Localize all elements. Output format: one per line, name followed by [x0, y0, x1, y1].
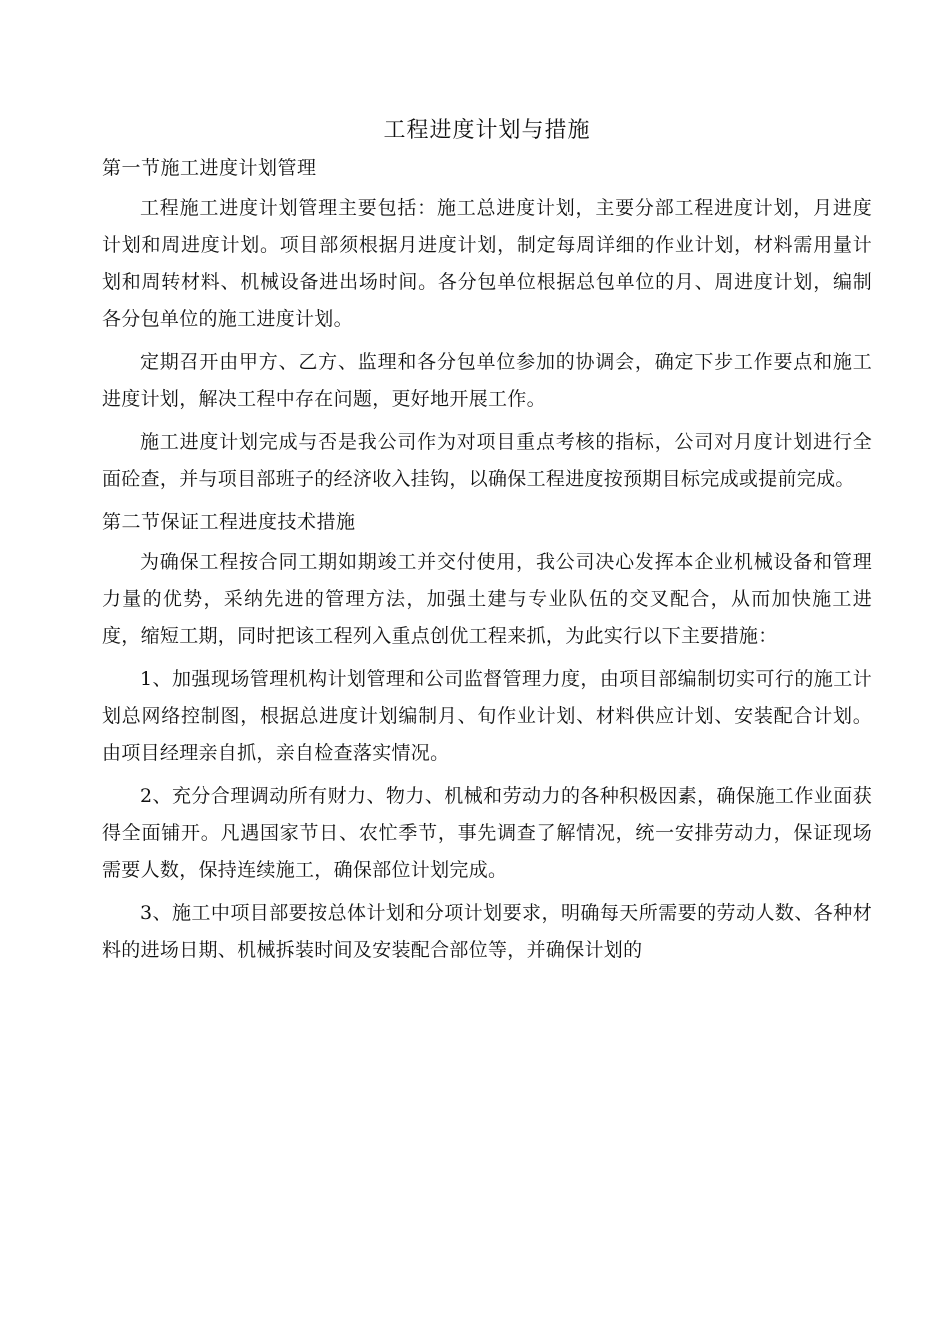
- document-body: [102, 112, 872, 975]
- paragraph: 为确保工程按合同工期如期竣工并交付使用，我公司决心发挥本企业机械设备和管理力量的优势，采纳先进的管理方法，加强土建与专业队伍的交叉配合，从而加快施工进度，缩短工期，同时把该工程列入重点创优工程来抓，为此实行以下主要措施：: [102, 551, 872, 647]
- paragraph: 定期召开由甲方、乙方、监理和各分包单位参加的协调会，确定下步工作要点和施工进度计划，解决工程中存在问题，更好地开展工作。: [102, 351, 872, 410]
- document-title: 工程进度计划与措施: [383, 118, 591, 143]
- paragraph: 工程施工进度计划管理主要包括：施工总进度计划，主要分部工程进度计划，月进度计划和周进度计划。项目部须根据月进度计划，制定每周详细的作业计划，材料需用量计划和周转材料、机械设备进出场时间。各分包单位根据总包单位的月、周进度计划，编制各分包单位的施工进度计划。: [102, 197, 872, 330]
- section-1: [102, 150, 872, 498]
- section-heading: 第二节保证工程进度技术措施: [102, 511, 356, 533]
- list-item: 1、加强现场管理机构计划管理和公司监督管理力度，由项目部编制切实可行的施工计划总网络控制图，根据总进度计划编制月、旬作业计划、材料供应计划、安装配合计划。由项目经理亲自抓，亲自检查落实情况。: [102, 668, 872, 764]
- paragraph: 施工进度计划完成与否是我公司作为对项目重点考核的指标，公司对月度计划进行全面砼查，并与项目部班子的经济收入挂钩，以确保工程进度按预期目标完成或提前完成。: [102, 431, 872, 490]
- list-item: 3、施工中项目部要按总体计划和分项计划要求，明确每天所需要的劳动人数、各种材料的进场日期、机械拆装时间及安装配合部位等，并确保计划的: [102, 902, 872, 961]
- list-item: 2、充分合理调动所有财力、物力、机械和劳动力的各种积极因素，确保施工作业面获得全面铺开。凡遇国家节日、农忙季节，事先调查了解情况，统一安排劳动力，保证现场需要人数，保持连续施工，确保部位计划完成。: [102, 785, 872, 881]
- section-heading: 第一节施工进度计划管理: [102, 157, 317, 179]
- section-2: [102, 504, 872, 969]
